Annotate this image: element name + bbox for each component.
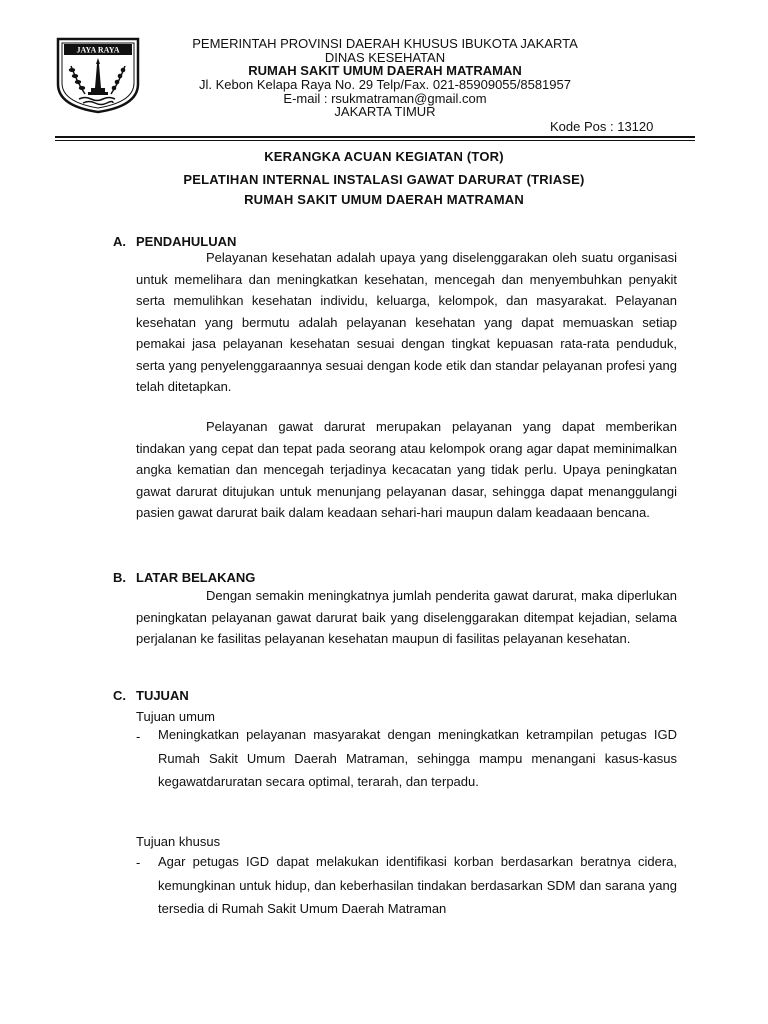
section-b-heading: LATAR BELAKANG bbox=[136, 570, 256, 585]
section-b-paragraph: Dengan semakin meningkatnya jumlah penderita gawat darurat, maka diperlukan peningkatan pelayanan gawat darurat baik yang diselenggarakan ditempat kejadian, selama perjalanan ke fasilitas pelayanan kesehatan maupun di fasilitas pelayanan kesehatan. bbox=[136, 588, 677, 646]
general-objective-text: Meningkatkan pelayanan masyarakat dengan meningkatkan ketrampilan petugas IGD Rumah Sakit Umum Daerah Matraman, sehingga mampu menangani kasus-kasus kegawatdaruratan secara optimal, terarah, dan terpadu. bbox=[158, 727, 677, 789]
specific-objective-text: Agar petugas IGD dapat melakukan identifikasi korban berdasarkan beratnya cidera, kemungkinan untuk hidup, dan keberhasilan tindakan berdasarkan SDM dan sarana yang tersedia di Rumah Sakit Umum Daerah Matraman bbox=[158, 854, 677, 916]
section-a-paragraph-1: Pelayanan kesehatan adalah upaya yang diselenggarakan oleh suatu organisasi untuk memelihara dan meningkatkan kesehatan, mencegah dan menyembuhkan penyakit serta memulihkan kesehatan individu, keluarga, kelompok, dan masyarakat. Pelayanan kesehatan yang bermutu adalah pelayanan kesehatan yang dapat memuaskan setiap pemakai jasa pelayanan kesehatan sesuai dengan tingkat kepuasan rata-rata penduduk, serta yang penyelenggaraannya sesuai dengan kode etik dan standar pelayanan profesi yang telah ditetapkan. bbox=[136, 250, 677, 394]
letterhead-hospital: RUMAH SAKIT UMUM DAERAH MATRAMAN bbox=[248, 63, 522, 78]
document-subtitle: PELATIHAN INTERNAL INSTALASI GAWAT DARURAT (TRIASE) bbox=[183, 172, 585, 187]
section-a-heading: PENDAHULUAN bbox=[136, 234, 237, 249]
letterhead-divider bbox=[55, 136, 695, 138]
document-title: KERANGKA ACUAN KEGIATAN (TOR) bbox=[264, 149, 504, 164]
letterhead-postal-code: Kode Pos : 13120 bbox=[550, 119, 654, 134]
letterhead-divider-thin bbox=[55, 140, 695, 141]
document-institution: RUMAH SAKIT UMUM DAERAH MATRAMAN bbox=[244, 192, 524, 207]
jaya-raya-logo bbox=[55, 36, 141, 114]
section-c-letter: C. bbox=[113, 688, 126, 703]
section-a-letter: A. bbox=[113, 234, 126, 249]
section-b-letter: B. bbox=[113, 570, 126, 585]
specific-objective-bullet: - bbox=[136, 855, 141, 870]
section-c-heading: TUJUAN bbox=[136, 688, 189, 703]
specific-objective-label: Tujuan khusus bbox=[136, 834, 221, 849]
general-objective-bullet: - bbox=[136, 729, 141, 744]
letterhead-department: DINAS KESEHATAN bbox=[324, 50, 446, 65]
general-objective-label: Tujuan umum bbox=[136, 709, 215, 724]
section-a-paragraph-2: Pelayanan gawat darurat merupakan pelayanan yang dapat memberikan tindakan yang cepat dan tepat pada seorang atau kelompok orang agar dapat meminimalkan angka kematian dan mencegah terjadinya kecacatan yang tidak perlu. Upaya peningkatan gawat darurat ditujukan untuk menunjang pelayanan dasar, sehingga dapat menanggulangi pasien gawat darurat baik dalam keadaan sehari-hari maupun dalam keadaaan bencana. bbox=[136, 419, 677, 520]
letterhead-address: Jl. Kebon Kelapa Raya No. 29 Telp/Fax. 021-85909055/8581957 bbox=[199, 77, 571, 92]
letterhead-email: E-mail : rsukmatraman@gmail.com bbox=[283, 91, 487, 106]
logo-text: JAYA RAYA bbox=[76, 45, 120, 55]
letterhead-government: PEMERINTAH PROVINSI DAERAH KHUSUS IBUKOTA JAKARTA bbox=[192, 36, 578, 51]
letterhead-city: JAKARTA TIMUR bbox=[334, 104, 436, 119]
